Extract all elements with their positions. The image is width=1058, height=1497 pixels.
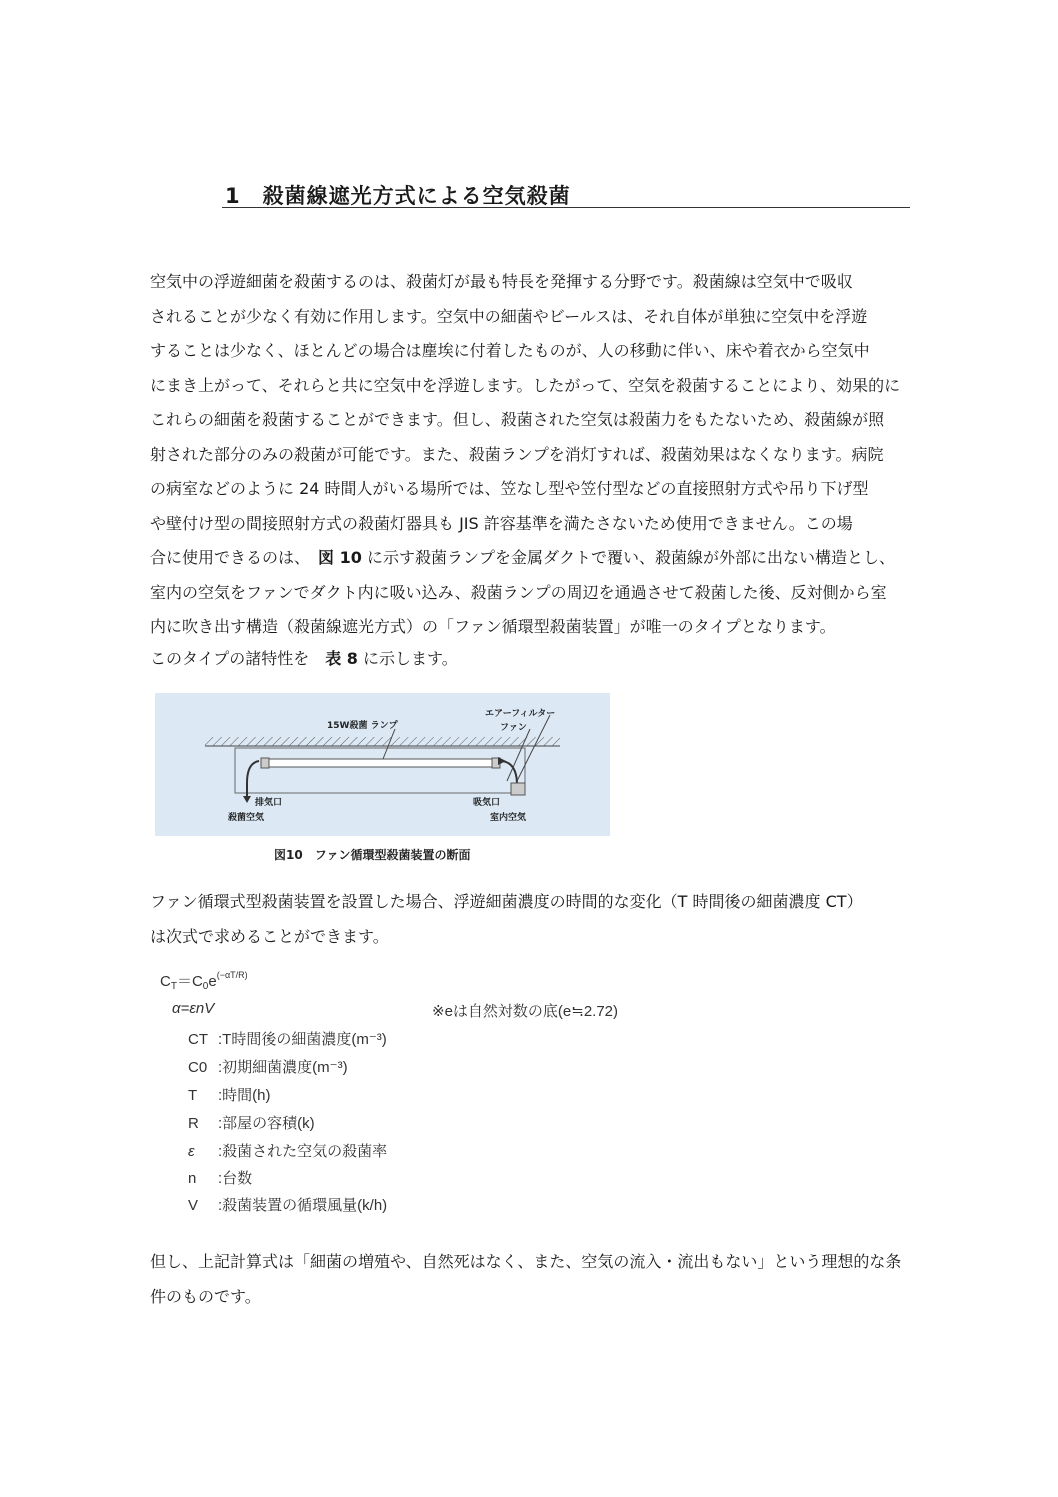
intake-label: 吸気口 [473,798,501,808]
paragraph-line: 但し、上記計算式は「細菌の増殖や、自然死はなく、また、空気の流入・流出もない」という理想的な条 [150,1252,902,1271]
alpha-formula: α=εnV [172,1000,215,1017]
ceiling-hatch [205,737,560,746]
section-title: 殺菌線遮光方式による空気殺菌 [262,184,571,208]
variable-description: :殺菌された空気の殺菌率 [218,1143,388,1160]
variable-description: :殺菌装置の循環風量(k/h) [218,1197,388,1214]
section-number: 1 [225,184,241,208]
variable-definition [188,1028,387,1049]
variable-symbol: ε [188,1143,195,1160]
formula-subscript: 0 [202,981,209,992]
variable-symbol: T [188,1087,198,1104]
paragraph-line [150,645,930,673]
paragraph-line: の病室などのように 24 時間人がいる場所では、笠なし型や笠付型などの直接照射方式や吊り下げ型 [150,479,869,498]
paragraph-line: することは少なく、ほとんどの場合は塵埃に付着したものが、人の移動に伴い、床や着衣から空気中 [150,341,870,360]
variable-description: :時間(h) [218,1087,271,1104]
concentration-formula [160,970,248,992]
formula-exponent: (−αT/R) [216,970,248,980]
variable-symbol: C0 [188,1059,208,1076]
paragraph-line: ファン循環式型殺菌装置を設置した場合、浮遊細菌濃度の時間的な変化（T 時間後の細菌濃度 CT） [150,892,863,911]
paragraph-line: にまき上がって、それらと共に空気中を浮遊します。したがって、空気を殺菌することにより、効果的に [150,375,901,395]
sterilizing-lamp [268,759,493,767]
heading-underline [222,207,910,208]
variable-symbol: n [188,1170,197,1187]
fan-leader-line [507,729,530,781]
fan-filter-box [511,783,525,795]
fan-label: ファン [500,723,527,733]
variable-definition [188,1140,387,1161]
paragraph-line: これらの細菌を殺菌することができます。但し、殺菌された空気は殺菌力をもたないため、殺菌線が照 [150,410,885,429]
variable-definition [188,1194,387,1215]
line-text: このタイプの諸特性を [150,648,326,668]
fan-device-diagram [155,693,610,836]
paragraph-line [150,541,930,576]
exhaust-arrowhead [243,796,251,803]
filter-label: エアーフィルター [485,709,556,719]
variable-description: :部屋の容積(k) [218,1115,315,1132]
room-air-label: 室内空気 [490,813,527,823]
formula-note: ※eは自然対数の底(e≒2.72) [432,1003,619,1020]
variable-definition [188,1084,271,1105]
exhaust-label: 排気口 [255,798,283,808]
variable-definition [188,1167,252,1188]
paragraph-line: 内に吹き出す構造（殺菌線遮光方式）の「ファン循環型殺菌装置」が唯一のタイプとなります。 [150,617,836,636]
intake-arrowhead [498,757,506,765]
paragraph-line: や壁付け型の間接照射方式の殺菌灯器具も JIS 許容基準を満たさないため使用できません。この場 [150,513,853,533]
line-text: に示す殺菌ランプを金属ダクトで覆い、殺菌線が外部に出ない構造とし、 [361,548,895,567]
variable-symbol: CT [188,1031,208,1048]
formula-symbol: C [160,973,171,990]
variable-symbol: R [188,1115,199,1132]
formula-symbol: e [208,973,217,990]
variable-description: :T時間後の細菌濃度(m⁻³) [218,1031,387,1048]
variable-description: :初期細菌濃度(m⁻³) [218,1059,348,1076]
intro-paragraph [150,265,930,673]
variable-description: :台数 [218,1170,253,1187]
figure-caption: 図10 ファン循環型殺菌装置の断面 [274,848,471,862]
lamp-label: 15W殺菌 ランプ [327,721,398,731]
formula-subscript: T [170,981,177,992]
paragraph-line: 射された部分のみの殺菌が可能です。また、殺菌ランプを消灯すれば、殺菌効果はなくなります。病院 [150,444,884,464]
section-heading [225,180,571,210]
table-reference: 表 8 [325,648,358,668]
paragraph-line: されることが少なく有効に作用します。空気中の細菌やビールスは、それ自体が単独に空気中を浮遊 [150,306,868,326]
formula-symbol: ＝C [176,973,203,990]
paragraph-line: 件のものです。 [150,1286,261,1306]
lamp-cap-left [261,758,269,768]
variable-definition [188,1112,315,1133]
exhaust-flow-arrow [247,761,259,797]
variable-symbol: V [188,1197,199,1214]
device-housing [235,748,525,793]
paragraph-line: 室内の空気をファンでダクト内に吸い込み、殺菌ランプの周辺を通過させて殺菌した後、反対側から室 [150,582,887,602]
figure-reference: 図 10 [318,548,362,567]
closing-paragraph [150,1245,930,1314]
formula-intro-paragraph [150,885,930,954]
line-text: 合に使用できるのは、 [150,548,319,567]
paragraph-line: 空気中の浮遊細菌を殺菌するのは、殺菌灯が最も特長を発揮する分野です。殺菌線は空気中で吸収 [150,272,853,291]
variable-definition [188,1056,348,1077]
sterile-air-label: 殺菌空気 [228,813,265,823]
paragraph-line: は次式で求めることができます。 [150,926,389,946]
line-text: に示します。 [357,648,458,668]
